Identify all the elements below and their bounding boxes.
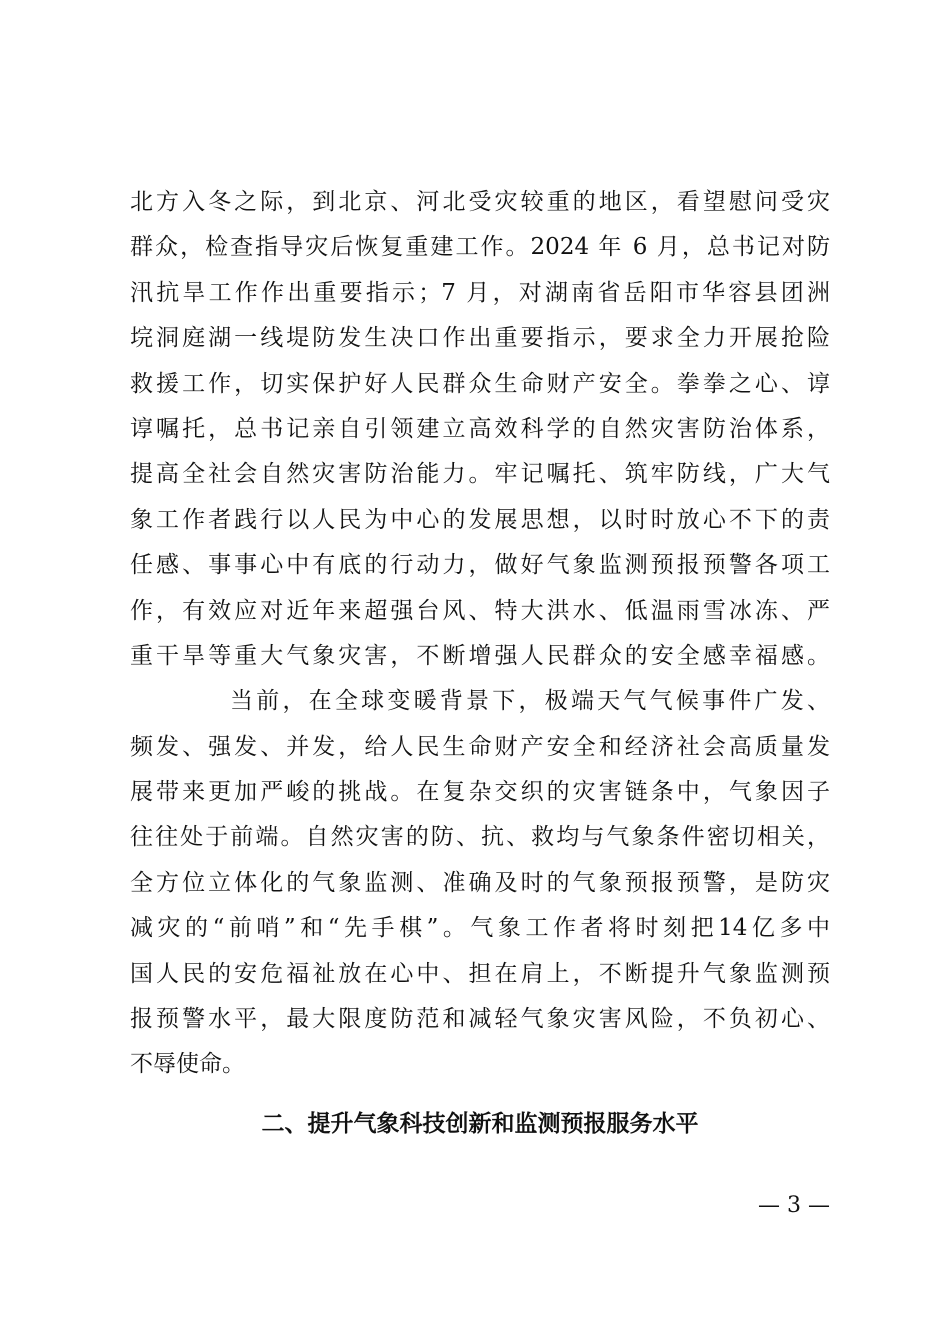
text-line: 重干旱等重大气象灾害，不断增强人民群众的安全感幸福感。 bbox=[130, 642, 830, 669]
text-line: 任感、事事心中有底的行动力，做好气象监测预报预警各项工 bbox=[130, 552, 830, 579]
section-heading: 二、提升气象科技创新和监测预报服务水平 bbox=[261, 1111, 699, 1137]
text-line: 往往处于前端。自然灾害的防、抗、救均与气象条件密切相关， bbox=[130, 824, 830, 851]
text-line: 提高全社会自然灾害防治能力。牢记嘱托、筑牢防线，广大气 bbox=[130, 461, 830, 488]
page-number: — 3 — bbox=[758, 1193, 830, 1218]
text-line: 北方入冬之际，到北京、河北受灾较重的地区，看望慰问受灾 bbox=[130, 189, 830, 215]
text-line: 减灾的“前哨”和“先手棋”。气象工作者将时刻把14亿多中 bbox=[130, 915, 830, 942]
text-line: 国人民的安危福祉放在心中、担在肩上，不断提升气象监测预 bbox=[130, 960, 830, 987]
document-body bbox=[130, 180, 830, 1088]
text-line: 当前，在全球变暖背景下，极端天气气候事件广发、 bbox=[230, 688, 830, 715]
text-line: 群众，检查指导灾后恢复重建工作。2024 年 6 月，总书记对防 bbox=[130, 234, 830, 261]
text-line: 频发、强发、并发，给人民生命财产安全和经济社会高质量发 bbox=[130, 733, 830, 760]
text-line: 作，有效应对近年来超强台风、特大洪水、低温雨雪冰冻、严 bbox=[130, 597, 830, 624]
text-line: 全方位立体化的气象监测、准确及时的气象预报预警，是防灾 bbox=[130, 869, 830, 896]
text-line: 展带来更加严峻的挑战。在复杂交织的灾害链条中，气象因子 bbox=[130, 779, 830, 806]
text-line: 报预警水平，最大限度防范和减轻气象灾害风险，不负初心、 bbox=[130, 1006, 830, 1033]
text-line: 谆嘱托，总书记亲自引领建立高效科学的自然灾害防治体系， bbox=[130, 415, 830, 442]
text-line: 汛抗旱工作作出重要指示；7 月，对湖南省岳阳市华容县团洲 bbox=[130, 279, 830, 306]
text-line: 不辱使命。 bbox=[130, 1051, 245, 1078]
text-line: 垸洞庭湖一线堤防发生决口作出重要指示，要求全力开展抢险 bbox=[130, 325, 830, 352]
paragraph-2 bbox=[130, 679, 830, 1088]
text-line: 救援工作，切实保护好人民群众生命财产安全。拳拳之心、谆 bbox=[130, 370, 830, 397]
text-line: 象工作者践行以人民为中心的发展思想，以时时放心不下的责 bbox=[130, 506, 830, 533]
paragraph-1 bbox=[130, 180, 830, 679]
